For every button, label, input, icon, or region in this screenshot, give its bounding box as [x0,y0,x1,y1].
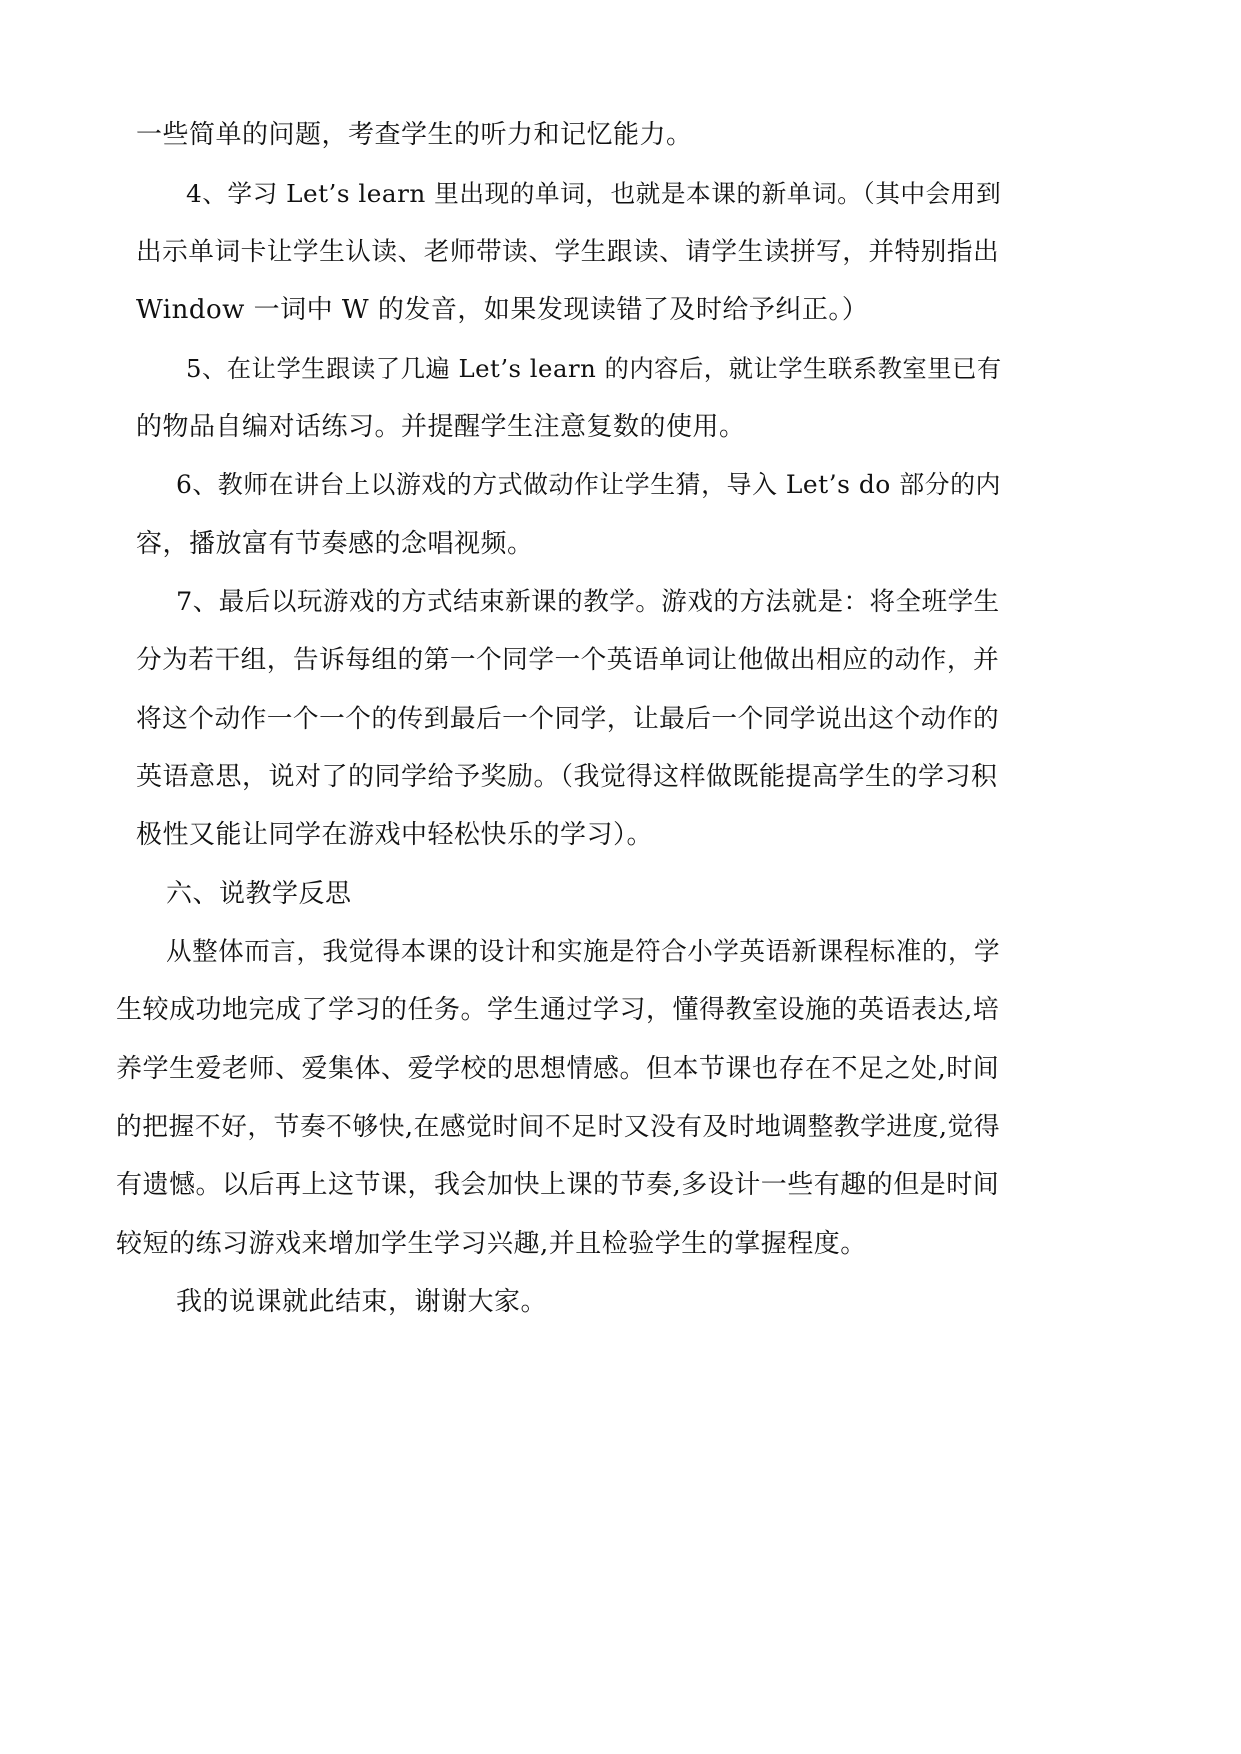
text-line: 的物品自编对话练习。并提醒学生注意复数的使用。 [136,412,746,442]
text-line: 有遗憾。以后再上这节课，我会加快上课的节奏,多设计一些有趣的但是时间 [116,1170,1000,1200]
text-line: 容，播放富有节奏感的念唱视频。 [136,529,534,559]
text-line: 分为若干组，告诉每组的第一个同学一个英语单词让他做出相应的动作，并 [136,645,1000,675]
text-line: 较短的练习游戏来增加学生学习兴趣,并且检验学生的掌握程度。 [116,1229,867,1259]
text-line: 我的说课就此结束，谢谢大家。 [176,1287,548,1317]
text-line: 极性又能让同学在游戏中轻松快乐的学习）。 [136,820,654,850]
text-line: 4、学习 Let’s learn 里出现的单词，也就是本课的新单词。（其中会用到 [186,179,1002,208]
text-line: 的把握不好，节奏不够快,在感觉时间不足时又没有及时地调整教学进度,觉得 [116,1112,1001,1142]
text-line: 将这个动作一个一个的传到最后一个同学，让最后一个同学说出这个动作的 [136,704,1000,734]
text-line: 养学生爱老师、爱集体、爱学校的思想情感。但本节课也存在不足之处,时间 [116,1054,1000,1084]
text-line: 英语意思，说对了的同学给予奖励。（我觉得这样做既能提高学生的学习积 [136,762,998,792]
text-line: 生较成功地完成了学习的任务。学生通过学习，懂得教室设施的英语表达,培 [116,995,1000,1025]
section-heading: 六、说教学反思 [166,879,352,909]
text-line: Window 一词中 W 的发音，如果发现读错了及时给予纠正。） [136,295,869,325]
text-line: 6、教师在讲台上以游戏的方式做动作让学生猜，导入 Let’s do 部分的内 [176,470,1001,499]
text-line: 7、最后以玩游戏的方式结束新课的教学。游戏的方法就是：将全班学生 [176,587,1000,617]
text-line: 一些简单的问题，考查学生的听力和记忆能力。 [136,120,693,150]
text-line: 5、在让学生跟读了几遍 Let’s learn 的内容后，就让学生联系教室里已有 [186,354,1002,383]
text-line: 出示单词卡让学生认读、老师带读、学生跟读、请学生读拼写，并特别指出 [136,237,1000,267]
text-line: 从整体而言，我觉得本课的设计和实施是符合小学英语新课程标准的，学 [166,937,1001,967]
